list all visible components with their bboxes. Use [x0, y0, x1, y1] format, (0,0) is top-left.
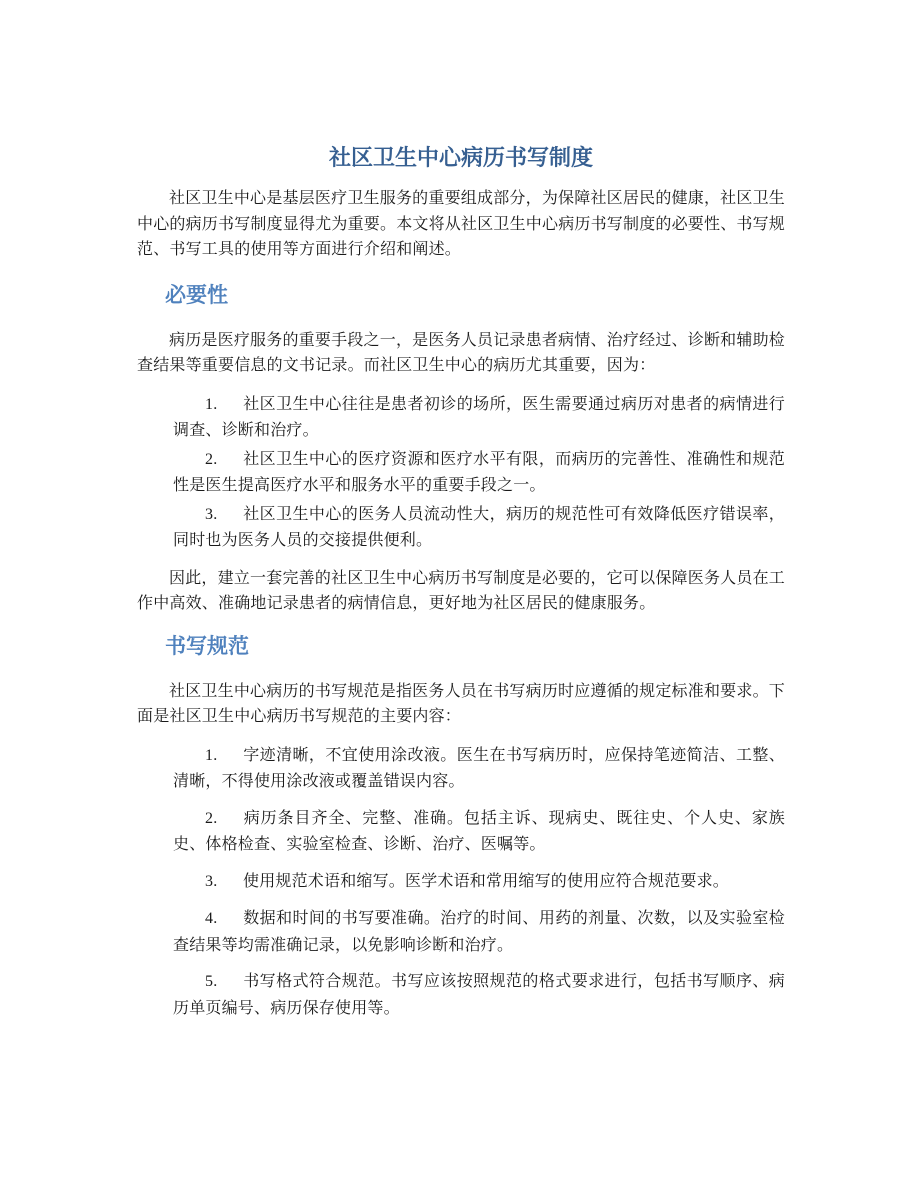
list-item — [137, 446, 785, 498]
section-heading-necessity: 必要性 — [165, 282, 228, 307]
document-page — [137, 143, 785, 1020]
list-item-text: 字迹清晰，不宜使用涂改液。医生在书写病历时，应保持笔迹简洁、工整、清晰，不得使用涂改液或覆盖错误内容。 — [173, 744, 785, 790]
list-item-number: 3. — [205, 872, 218, 890]
list-item — [137, 501, 785, 553]
list-item-text: 社区卫生中心往往是患者初诊的场所，医生需要通过病历对患者的病情进行调查、诊断和治疗。 — [173, 393, 785, 439]
list-item — [137, 968, 785, 1020]
list-item-number: 1. — [205, 746, 218, 764]
section-heading-writing-standards: 书写规范 — [165, 633, 249, 658]
necessity-conclusion: 因此，建立一套完善的社区卫生中心病历书写制度是必要的，它可以保障医务人员在工作中高效、准确地记录患者的病情信息，更好地为社区居民的健康服务。 — [137, 567, 785, 612]
list-item-text: 数据和时间的书写要准确。治疗的时间、用药的剂量、次数，以及实验室检查结果等均需准确记录，以免影响诊断和治疗。 — [173, 908, 785, 954]
necessity-list — [137, 391, 785, 553]
standards-list — [137, 742, 785, 1021]
list-item-number: 5. — [205, 973, 218, 990]
list-item-text: 社区卫生中心的医务人员流动性大，病历的规范性可有效降低医疗错误率，同时也为医务人员的交接提供便利。 — [173, 503, 785, 549]
list-item-number: 2. — [205, 450, 218, 468]
standards-paragraph: 社区卫生中心病历的书写规范是指医务人员在书写病历时应遵循的规定标准和要求。下面是社区卫生中心病历书写规范的主要内容： — [137, 680, 785, 725]
list-item — [137, 868, 785, 895]
list-item-number: 3. — [205, 505, 218, 523]
document-title: 社区卫生中心病历书写制度 — [328, 146, 593, 171]
list-item-text: 使用规范术语和缩写。医学术语和常用缩写的使用应符合规范要求。 — [243, 870, 730, 890]
list-item-text: 书写格式符合规范。书写应该按照规范的格式要求进行，包括书写顺序、病历单页编号、病历保存使用等。 — [173, 971, 785, 1017]
list-item-number: 2. — [205, 809, 218, 827]
list-item — [137, 805, 785, 857]
list-item — [137, 905, 785, 957]
list-item-text: 社区卫生中心的医疗资源和医疗水平有限，而病历的完善性、准确性和规范性是医生提高医疗水平和服务水平的重要手段之一。 — [173, 448, 785, 494]
list-item-number: 1. — [205, 395, 218, 413]
list-item-number: 4. — [205, 910, 218, 927]
list-item — [137, 742, 785, 794]
intro-paragraph: 社区卫生中心是基层医疗卫生服务的重要组成部分，为保障社区居民的健康，社区卫生中心的病历书写制度显得尤为重要。本文将从社区卫生中心病历书写制度的必要性、书写规范、书写工具的使用等方面进行介绍和阐述。 — [137, 188, 786, 258]
necessity-paragraph: 病历是医疗服务的重要手段之一，是医务人员记录患者病情、治疗经过、诊断和辅助检查结果等重要信息的文书记录。而社区卫生中心的病历尤其重要，因为： — [137, 329, 785, 374]
list-item-text: 病历条目齐全、完整、准确。包括主诉、现病史、既往史、个人史、家族史、体格检查、实验室检查、诊断、治疗、医嘱等。 — [173, 807, 785, 853]
list-item — [137, 391, 785, 443]
